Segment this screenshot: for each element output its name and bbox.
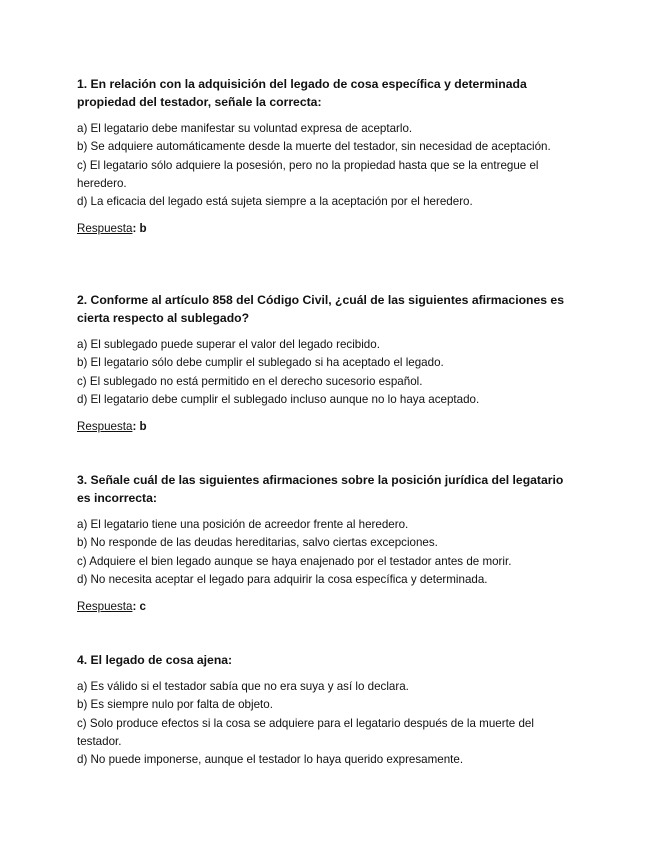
question-3: [77, 471, 577, 616]
question-1: [77, 75, 577, 238]
option-d: d) La eficacia del legado está sujeta siempre a la aceptación por el heredero.: [77, 195, 473, 209]
answer-line: [77, 418, 577, 436]
answer-line: [77, 598, 577, 616]
question-4: [77, 651, 577, 769]
option-a: a) Es válido si el testador sabía que no era suya y así lo declara.: [77, 680, 409, 693]
answer-line: [77, 220, 577, 238]
answer-label: Respuesta: [77, 600, 133, 614]
question-2: [77, 291, 577, 436]
option-c: c) Adquiere el bien legado aunque se haya enajenado por el testador antes de morir.: [77, 554, 512, 568]
question-title: 4. El legado de cosa ajena:: [77, 653, 233, 667]
question-title: 2. Conforme al artículo 858 del Código Civil, ¿cuál de las siguientes afirmaciones es cierta respecto al sublegado?: [77, 293, 564, 325]
options-list: [77, 120, 577, 211]
option-c: c) El sublegado no está permitido en el derecho sucesorio español.: [77, 374, 423, 388]
options-list: [77, 336, 577, 409]
answer-label: Respuesta: [77, 222, 133, 236]
question-title: 1. En relación con la adquisición del legado de cosa específica y determinada propiedad del testador, señale la correcta:: [77, 77, 527, 109]
option-b: b) No responde de las deudas hereditarias, salvo ciertas excepciones.: [77, 536, 438, 550]
option-d: d) No puede imponerse, aunque el testador lo haya querido expresamente.: [77, 753, 464, 767]
option-a: a) El legatario tiene una posición de acreedor frente al heredero.: [77, 518, 409, 531]
option-a: a) El sublegado puede superar el valor del legado recibido.: [77, 338, 380, 351]
option-c: c) El legatario sólo adquiere la posesión, pero no la propiedad hasta que se la entregue el heredero.: [77, 158, 539, 190]
option-d: d) El legatario debe cumplir el sublegado incluso aunque no lo haya aceptado.: [77, 392, 480, 406]
answer-value: : b: [132, 222, 147, 236]
option-b: b) Es siempre nulo por falta de objeto.: [77, 698, 273, 712]
option-b: b) Se adquiere automáticamente desde la muerte del testador, sin necesidad de aceptación.: [77, 140, 551, 154]
answer-value: : b: [132, 420, 147, 434]
option-d: d) No necesita aceptar el legado para adquirir la cosa específica y determinada.: [77, 572, 488, 586]
option-c: c) Solo produce efectos si la cosa se adquiere para el legatario después de la muerte del testador.: [77, 716, 534, 748]
option-a: a) El legatario debe manifestar su voluntad expresa de aceptarlo.: [77, 122, 413, 135]
answer-value: : c: [132, 600, 146, 614]
answer-label: Respuesta: [77, 420, 133, 434]
options-list: [77, 516, 577, 589]
option-b: b) El legatario sólo debe cumplir el sublegado si ha aceptado el legado.: [77, 356, 444, 370]
question-title: 3. Señale cuál de las siguientes afirmaciones sobre la posición jurídica del legatario es incorrecta:: [77, 473, 564, 505]
options-list: [77, 678, 577, 769]
